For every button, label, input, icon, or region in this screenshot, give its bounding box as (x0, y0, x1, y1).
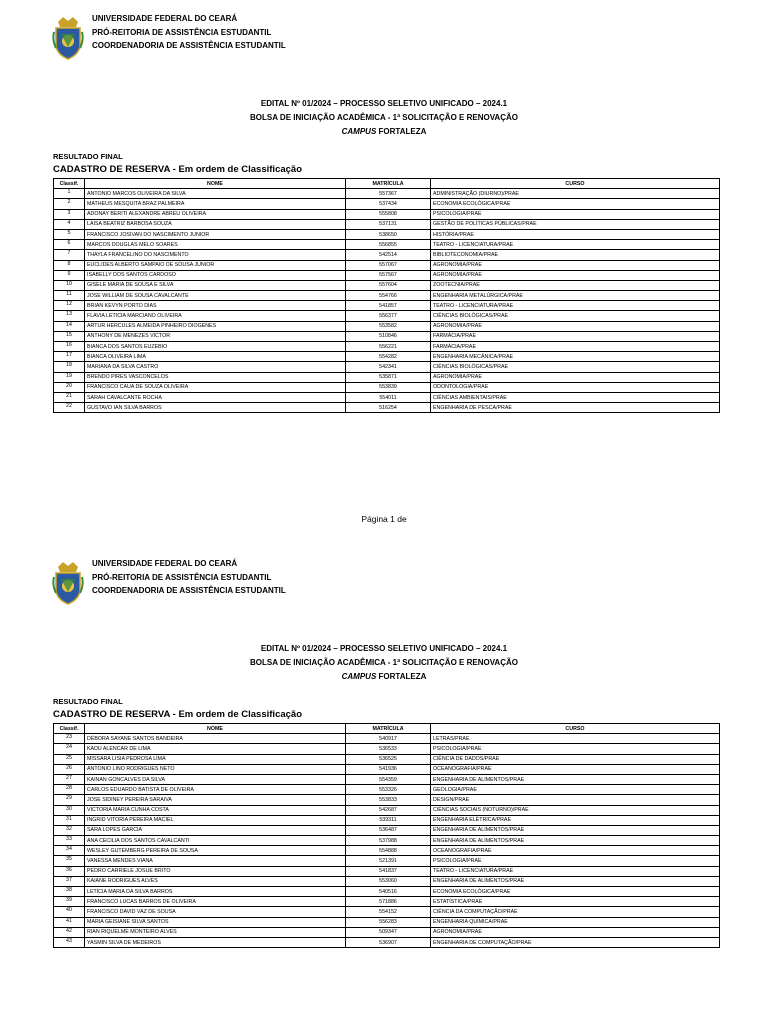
cell-nome: GISELE MARIA DE SOUSA E SILVA (85, 280, 346, 290)
col-header-curso: CURSO (431, 179, 720, 189)
table-row (54, 199, 720, 209)
cell-matricula: 510846 (346, 331, 431, 341)
cell-nome: BIANCA OLIVEIRA LIMA (85, 352, 346, 362)
col-header-curso: CURSO (431, 724, 720, 734)
table-row (54, 795, 720, 805)
cell-classif: 5 (54, 229, 85, 239)
table-row (54, 352, 720, 362)
cell-matricula: 555808 (346, 209, 431, 219)
col-header-classif: Classif. (54, 179, 85, 189)
cell-classif: 21 (54, 392, 85, 402)
cell-nome: GUSTAVO IAN SILVA BARROS (85, 403, 346, 413)
cell-nome: MATHEUS MESQUITA BRAZ PALMEIRA (85, 199, 346, 209)
cell-nome: ANTONIO LINO RODRIGUES NETO (85, 764, 346, 774)
cell-classif: 41 (54, 917, 85, 927)
col-header-matricula: MATRÍCULA (346, 179, 431, 189)
cell-nome: ARTUR HERCULES ALMEIDA PINHEIRO DIOGENES (85, 321, 346, 331)
cell-classif: 39 (54, 897, 85, 907)
cell-matricula: 557604 (346, 280, 431, 290)
cell-matricula: 541857 (346, 301, 431, 311)
cell-matricula: 557067 (346, 260, 431, 270)
cell-matricula: 554888 (346, 846, 431, 856)
cell-matricula: 521391 (346, 856, 431, 866)
edital-title: EDITAL Nº 01/2024 – PROCESSO SELETIVO UNIFICADO – 2024.1 (260, 644, 508, 653)
header-line-coordination: COORDENADORIA DE ASSISTÊNCIA ESTUDANTIL (92, 41, 286, 50)
cell-classif: 38 (54, 887, 85, 897)
cell-nome: LETÍCIA MARIA DA SILVA BARROS (85, 887, 346, 897)
cell-curso: CIÊNCIA DA COMPUTAÇÃO/PRAE (431, 907, 720, 917)
table-row (54, 907, 720, 917)
cell-nome: MISSARA LISIA PEDROSA LIMA (85, 754, 346, 764)
cell-curso: TEATRO - LICENCIATURA/PRAE (431, 301, 720, 311)
cell-classif: 9 (54, 270, 85, 280)
cell-nome: ANTHONY DE MENEZES VICTOR (85, 331, 346, 341)
header-line-prorectorate: PRÓ-REITORIA DE ASSISTÊNCIA ESTUDANTIL (92, 572, 272, 582)
table-body-page-1 (54, 189, 720, 413)
table-row (54, 815, 720, 825)
cell-nome: VICTORIA MARIA CUNHA COSTA (85, 805, 346, 815)
cell-classif: 35 (54, 856, 85, 866)
table-row (54, 825, 720, 835)
cell-matricula: 556855 (346, 240, 431, 250)
cell-nome: FRANCISCO CAUA DE SOUZA OLIVEIRA (85, 382, 346, 392)
cadastro-label: CADASTRO DE RESERVA - Em ordem de Classificação (53, 164, 302, 175)
cell-nome: VANESSA MENDES VIANA (85, 856, 346, 866)
cell-nome: EUCLIDES ALBERTO SAMPAIO DE SOUSA JUNIOR (85, 260, 346, 270)
cell-curso: CIÊNCIAS SOCIAIS (NOTURNO)/PRAE (431, 805, 720, 815)
cell-curso: ENGENHARIA METALÚRGICA/PRAE (431, 291, 720, 301)
cell-curso: LETRAS/PRAE (431, 734, 720, 744)
cell-classif: 12 (54, 301, 85, 311)
cell-curso: FARMÁCIA/PRAE (431, 342, 720, 352)
cell-classif: 16 (54, 342, 85, 352)
cell-classif: 34 (54, 846, 85, 856)
table-row (54, 876, 720, 886)
col-header-classif: Classif. (54, 724, 85, 734)
cell-curso: TEATRO - LICENCIATURA/PRAE (431, 240, 720, 250)
cell-nome: SARA LOPES GARCIA (85, 825, 346, 835)
cell-nome: ANTONIO MARCOS OLIVEIRA DA SILVA (85, 189, 346, 199)
cell-curso: BIBLIOTECONOMIA/PRAE (431, 250, 720, 260)
cell-matricula: 536487 (346, 825, 431, 835)
bolsa-title: BOLSA DE INICIAÇÃO ACADÊMICA - 1ª SOLICITAÇÃO E RENOVAÇÃO (249, 658, 518, 667)
cell-matricula: 553060 (346, 876, 431, 886)
result-label: RESULTADO FINAL (53, 697, 123, 706)
table-row (54, 917, 720, 927)
cell-classif: 23 (54, 734, 85, 744)
cell-curso: AGRONOMIA/PRAE (431, 372, 720, 382)
cell-curso: GEOLOGIA/PRAE (431, 785, 720, 795)
cell-classif: 17 (54, 352, 85, 362)
campus-title (0, 670, 768, 684)
document-titles (0, 97, 768, 139)
cell-curso: ENGENHARIA ELÉTRICA/PRAE (431, 815, 720, 825)
cell-curso: AGRONOMIA/PRAE (431, 321, 720, 331)
cell-curso: ENGENHARIA MECÂNICA/PRAE (431, 352, 720, 362)
result-label: RESULTADO FINAL (53, 152, 123, 161)
document-page-2 (0, 545, 768, 1024)
cell-classif: 36 (54, 866, 85, 876)
table-header-row (54, 179, 720, 189)
campus-word: CAMPUS (341, 672, 377, 681)
cell-classif: 4 (54, 219, 85, 229)
cell-matricula: 557367 (346, 189, 431, 199)
cell-nome: SARAH CAVALCANTE ROCHA (85, 392, 346, 402)
header-line-university: UNIVERSIDADE FEDERAL DO CEARÁ (92, 559, 238, 568)
campus-name: FORTALEZA (376, 672, 427, 681)
cell-curso: ENGENHARIA QUÍMICA/PRAE (431, 917, 720, 927)
cell-nome: DÉBORA SAYANE SANTOS BANDEIRA (85, 734, 346, 744)
cell-curso: CIÊNCIAS AMBIENTAIS/PRAE (431, 392, 720, 402)
cell-curso: PSICOLOGIA/PRAE (431, 856, 720, 866)
cell-classif: 13 (54, 311, 85, 321)
table-row (54, 382, 720, 392)
ufc-seal-icon (52, 14, 84, 60)
table-row (54, 774, 720, 784)
cell-classif: 11 (54, 291, 85, 301)
cell-matricula: 554152 (346, 907, 431, 917)
table-row (54, 887, 720, 897)
header-line-prorectorate: PRÓ-REITORIA DE ASSISTÊNCIA ESTUDANTIL (92, 27, 272, 37)
cell-curso: ENGENHARIA DE ALIMENTOS/PRAE (431, 876, 720, 886)
cell-matricula: 554282 (346, 352, 431, 362)
cell-curso: GESTÃO DE POLÍTICAS PÚBLICAS/PRAE (431, 219, 720, 229)
cell-curso: CIÊNCIAS BIOLÓGICAS/PRAE (431, 362, 720, 372)
cell-curso: ENGENHARIA DE ALIMENTOS/PRAE (431, 825, 720, 835)
cell-matricula: 540516 (346, 887, 431, 897)
cell-matricula: 542341 (346, 362, 431, 372)
cell-matricula: 537434 (346, 199, 431, 209)
table-row (54, 866, 720, 876)
cell-nome: INGRID VITORIA PEREIRA MACIEL (85, 815, 346, 825)
table-row (54, 280, 720, 290)
cell-nome: FRANCISCO DAVID VAZ DE SOUSA (85, 907, 346, 917)
cell-curso: CIÊNCIA DE DADOS/PRAE (431, 754, 720, 764)
cell-curso: AGRONOMIA/PRAE (431, 270, 720, 280)
cell-classif: 14 (54, 321, 85, 331)
cell-curso: ENGENHARIA DE PESCA/PRAE (431, 403, 720, 413)
cell-classif: 31 (54, 815, 85, 825)
cell-matricula: 536907 (346, 937, 431, 947)
cell-nome: MARIANA DA SILVA CASTRO (85, 362, 346, 372)
cell-classif: 19 (54, 372, 85, 382)
cell-classif: 40 (54, 907, 85, 917)
cell-classif: 8 (54, 260, 85, 270)
cell-matricula: 542687 (346, 805, 431, 815)
cell-matricula: 539311 (346, 815, 431, 825)
table-row (54, 311, 720, 321)
table-body-page-2 (54, 734, 720, 948)
bolsa-title: BOLSA DE INICIAÇÃO ACADÊMICA - 1ª SOLICITAÇÃO E RENOVAÇÃO (249, 113, 518, 122)
table-row (54, 785, 720, 795)
table-row (54, 321, 720, 331)
table-row (54, 392, 720, 402)
cell-matricula: 540917 (346, 734, 431, 744)
cell-curso: PSICOLOGIA/PRAE (431, 209, 720, 219)
cell-matricula: 557567 (346, 270, 431, 280)
cell-nome: ADONAY BERITI ALEXANDRE ABREU OLIVEIRA (85, 209, 346, 219)
cell-nome: LAISA BEATRIZ BARBOSA SOUZA (85, 219, 346, 229)
cell-classif: 22 (54, 403, 85, 413)
cell-nome: KADU ALENCAR DE LIMA (85, 744, 346, 754)
cell-nome: BIANCA DOS SANTOS EUZEBIO (85, 342, 346, 352)
cell-curso: CIÊNCIAS BIOLÓGICAS/PRAE (431, 311, 720, 321)
cell-matricula: 556283 (346, 917, 431, 927)
cell-matricula: 516254 (346, 403, 431, 413)
table-header-row (54, 724, 720, 734)
cell-classif: 42 (54, 927, 85, 937)
cell-matricula: 541936 (346, 764, 431, 774)
cell-classif: 20 (54, 382, 85, 392)
cell-matricula: 541837 (346, 866, 431, 876)
cell-matricula: 535871 (346, 372, 431, 382)
table-row (54, 846, 720, 856)
table-row (54, 301, 720, 311)
cell-curso: FARMÁCIA/PRAE (431, 331, 720, 341)
cell-classif: 15 (54, 331, 85, 341)
cell-classif: 2 (54, 199, 85, 209)
col-header-nome: NOME (85, 724, 346, 734)
table-row (54, 764, 720, 774)
cell-curso: ECONOMIA ECOLÓGICA/PRAE (431, 199, 720, 209)
cell-nome: KAINAN GONCALVES DA SILVA (85, 774, 346, 784)
cell-nome: KAIANE RODRIGUES ALVES (85, 876, 346, 886)
cell-nome: WESLEY GUTEMBERG PEREIRA DE SOUSA (85, 846, 346, 856)
cell-nome: RIAN RIQUELME MONTEIRO ALVES (85, 927, 346, 937)
cell-matricula: 553582 (346, 321, 431, 331)
cell-nome: CARLOS EDUARDO BATISTA DE OLIVEIRA (85, 785, 346, 795)
cell-classif: 28 (54, 785, 85, 795)
cell-matricula: 537131 (346, 219, 431, 229)
cell-matricula: 509347 (346, 927, 431, 937)
table-row (54, 229, 720, 239)
cell-matricula: 554011 (346, 392, 431, 402)
results-table-page-2 (53, 723, 720, 948)
cell-nome: BRENDO PIRES VASCONCELOS (85, 372, 346, 382)
cell-curso: ZOOTECNIA/PRAE (431, 280, 720, 290)
table-row (54, 927, 720, 937)
results-table-page-1 (53, 178, 720, 413)
cell-curso: ECONOMIA ECOLÓGICA/PRAE (431, 887, 720, 897)
table-row (54, 403, 720, 413)
cell-matricula: 556377 (346, 311, 431, 321)
cell-curso: ADMINISTRAÇÃO (DIURNO)/PRAE (431, 189, 720, 199)
ufc-seal-icon (52, 559, 84, 605)
document-titles (0, 642, 768, 684)
cell-curso: AGRONOMIA/PRAE (431, 260, 720, 270)
cell-nome: FLAVIA LETICIA MARCIANO OLIVEIRA (85, 311, 346, 321)
cell-classif: 32 (54, 825, 85, 835)
cell-matricula: 553833 (346, 795, 431, 805)
table-row (54, 897, 720, 907)
cell-curso: TEATRO - LICENCIATURA/PRAE (431, 866, 720, 876)
cell-nome: FRANCISCO JOSIVAN DO NASCIMENTO JUNIOR (85, 229, 346, 239)
cell-matricula: 537988 (346, 836, 431, 846)
table-row (54, 744, 720, 754)
cell-curso: ENGENHARIA DE COMPUTAÇÃO/PRAE (431, 937, 720, 947)
cell-classif: 18 (54, 362, 85, 372)
cell-classif: 37 (54, 876, 85, 886)
table-row (54, 291, 720, 301)
cell-curso: HISTÓRIA/PRAE (431, 229, 720, 239)
table-row (54, 734, 720, 744)
table-row (54, 937, 720, 947)
cell-matricula: 538650 (346, 229, 431, 239)
cell-classif: 43 (54, 937, 85, 947)
table-row (54, 270, 720, 280)
cell-classif: 3 (54, 209, 85, 219)
cell-nome: FRANCISCO LUCAS BARROS DE OLIVEIRA (85, 897, 346, 907)
cell-curso: OCEANOGRAFIA/PRAE (431, 764, 720, 774)
cell-curso: ESTATÍSTICA/PRAE (431, 897, 720, 907)
table-row (54, 260, 720, 270)
cell-matricula: 571886 (346, 897, 431, 907)
col-header-matricula: MATRÍCULA (346, 724, 431, 734)
header-line-coordination: COORDENADORIA DE ASSISTÊNCIA ESTUDANTIL (92, 586, 286, 595)
table-row (54, 754, 720, 764)
cell-matricula: 554766 (346, 291, 431, 301)
cell-nome: PEDRO CARRIELE JOSUE BRITO (85, 866, 346, 876)
table-row (54, 362, 720, 372)
cell-curso: PSICOLOGIA/PRAE (431, 744, 720, 754)
cell-nome: MARIA GEISIANE SILVA SANTOS (85, 917, 346, 927)
cell-nome: MARCOS DOUGLAS MELO SOARES (85, 240, 346, 250)
cell-curso: ENGENHARIA DE ALIMENTOS/PRAE (431, 774, 720, 784)
campus-word: CAMPUS (341, 127, 377, 136)
cell-classif: 1 (54, 189, 85, 199)
cell-classif: 29 (54, 795, 85, 805)
cell-matricula: 554359 (346, 774, 431, 784)
cell-nome: YASMIN SILVA DE MEDEIROS (85, 937, 346, 947)
cell-curso: OCEANOGRAFIA/PRAE (431, 846, 720, 856)
table-row (54, 219, 720, 229)
cell-matricula: 553326 (346, 785, 431, 795)
cell-nome: JOSE SIDINEY PEREIRA SARAIVA (85, 795, 346, 805)
table-row (54, 240, 720, 250)
campus-title (0, 125, 768, 139)
edital-title: EDITAL Nº 01/2024 – PROCESSO SELETIVO UNIFICADO – 2024.1 (260, 99, 508, 108)
table-row (54, 372, 720, 382)
table-row (54, 189, 720, 199)
cell-classif: 25 (54, 754, 85, 764)
cell-matricula: 556221 (346, 342, 431, 352)
cell-nome: JOSE WILLIAM DE SOUSA CAVALCANTE (85, 291, 346, 301)
cell-nome: ISABELLY DOS SANTOS CARDOSO (85, 270, 346, 280)
cell-classif: 24 (54, 744, 85, 754)
table-row (54, 331, 720, 341)
table-row (54, 836, 720, 846)
cell-curso: ODONTOLOGIA/PRAE (431, 382, 720, 392)
table-row (54, 805, 720, 815)
table-row (54, 856, 720, 866)
cell-nome: THAYLA FRANCELINO DO NASCIMENTO (85, 250, 346, 260)
cell-curso: AGRONOMIA/PRAE (431, 927, 720, 937)
cell-classif: 33 (54, 836, 85, 846)
cell-curso: ENGENHARIA DE ALIMENTOS/PRAE (431, 836, 720, 846)
cell-classif: 30 (54, 805, 85, 815)
col-header-nome: NOME (85, 179, 346, 189)
table-row (54, 342, 720, 352)
cell-curso: DESIGN/PRAE (431, 795, 720, 805)
cell-matricula: 536533 (346, 744, 431, 754)
cell-nome: BRIAN KEVYN PORTO DIAS (85, 301, 346, 311)
cell-classif: 10 (54, 280, 85, 290)
table-row (54, 209, 720, 219)
table-row (54, 250, 720, 260)
cell-classif: 26 (54, 764, 85, 774)
cadastro-label: CADASTRO DE RESERVA - Em ordem de Classificação (53, 709, 302, 720)
cell-classif: 6 (54, 240, 85, 250)
cell-classif: 27 (54, 774, 85, 784)
cell-nome: ANA CECILIA DOS SANTOS CAVALCANTI (85, 836, 346, 846)
cell-matricula: 553839 (346, 382, 431, 392)
page-number: Página 1 de (361, 514, 407, 524)
campus-name: FORTALEZA (376, 127, 427, 136)
cell-matricula: 536525 (346, 754, 431, 764)
header-line-university: UNIVERSIDADE FEDERAL DO CEARÁ (92, 14, 238, 23)
cell-matricula: 542514 (346, 250, 431, 260)
cell-classif: 7 (54, 250, 85, 260)
